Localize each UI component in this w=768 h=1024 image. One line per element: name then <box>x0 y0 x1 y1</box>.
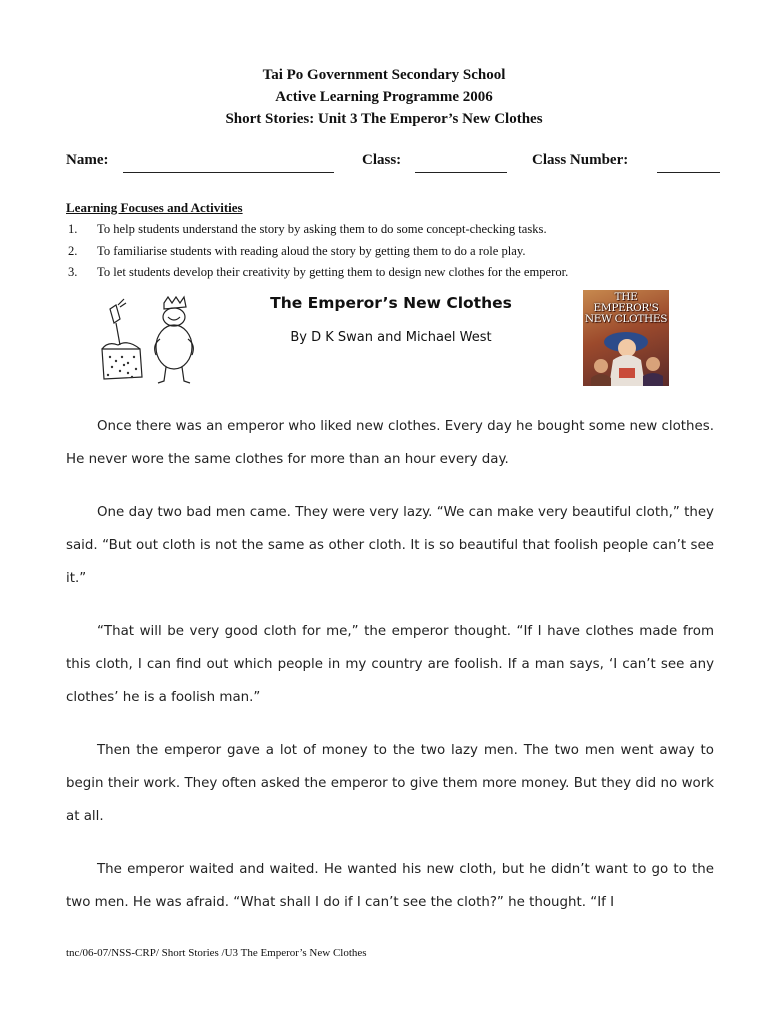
list-item-text: To let students develop their creativity by getting them to design new clothes for the emperor. <box>97 265 569 279</box>
name-blank[interactable] <box>123 172 334 173</box>
story-paragraph: “That will be very good cloth for me,” the emperor thought. “If I have clothes made from this cloth, I can find out which people in my country are foolish. If a man says, ‘I can’t see any clothes’ he is a foolish man.” <box>66 624 714 705</box>
class-blank[interactable] <box>415 172 507 173</box>
school-name: Tai Po Government Secondary School <box>262 67 506 83</box>
class-number-blank[interactable] <box>657 172 720 173</box>
learning-focuses-list <box>66 219 726 284</box>
story-paragraph: Once there was an emperor who liked new clothes. Every day he bought some new clothes. He never wore the same clothes for more than an hour every day. <box>66 419 714 467</box>
programme-title: Active Learning Programme 2006 <box>275 89 493 105</box>
list-item-text: To familiarise students with reading aloud the story by getting them to do a role play. <box>97 243 526 258</box>
list-item-number: 2. <box>68 243 78 258</box>
name-label: Name: <box>66 152 109 168</box>
story-paragraph: The emperor waited and waited. He wanted his new cloth, but he didn’t want to go to the two men. He was afraid. “What shall I do if I can’t see the cloth?” he thought. “If I <box>66 862 714 910</box>
book-cover-title: THE EMPEROR'S NEW CLOTHES <box>584 291 668 325</box>
list-item <box>66 219 726 241</box>
list-item <box>66 262 726 284</box>
document-header <box>0 64 768 130</box>
student-info-fields <box>66 152 726 178</box>
story-paragraph: Then the emperor gave a lot of money to the two lazy men. The two men went away to begin their work. They often asked the emperor to give them more money. But they did no work at all. <box>66 743 714 824</box>
class-number-label: Class Number: <box>532 152 629 168</box>
learning-focuses <box>66 199 726 284</box>
list-item-number: 1. <box>68 222 78 236</box>
story-title: The Emperor’s New Clothes <box>270 294 512 312</box>
unit-title: Short Stories: Unit 3 The Emperor’s New Clothes <box>225 111 543 127</box>
story-paragraph: One day two bad men came. They were very lazy. “We can make very beautiful cloth,” they said. “But out cloth is not the same as other cloth. It is so beautiful that foolish people can’t see it.” <box>66 505 714 586</box>
story-text <box>66 410 714 939</box>
list-item-text: To help students understand the story by asking them to do some concept-checking tasks. <box>97 222 547 236</box>
learning-focuses-title: Learning Focuses and Activities <box>66 200 243 215</box>
list-item-number: 3. <box>68 265 78 279</box>
page-footer: tnc/06-07/NSS-CRP/ Short Stories /U3 The Emperor’s New Clothes <box>66 947 367 959</box>
book-cover-image <box>583 290 669 386</box>
story-author: By D K Swan and Michael West <box>290 330 492 345</box>
class-label: Class: <box>362 152 402 168</box>
list-item <box>66 241 726 263</box>
